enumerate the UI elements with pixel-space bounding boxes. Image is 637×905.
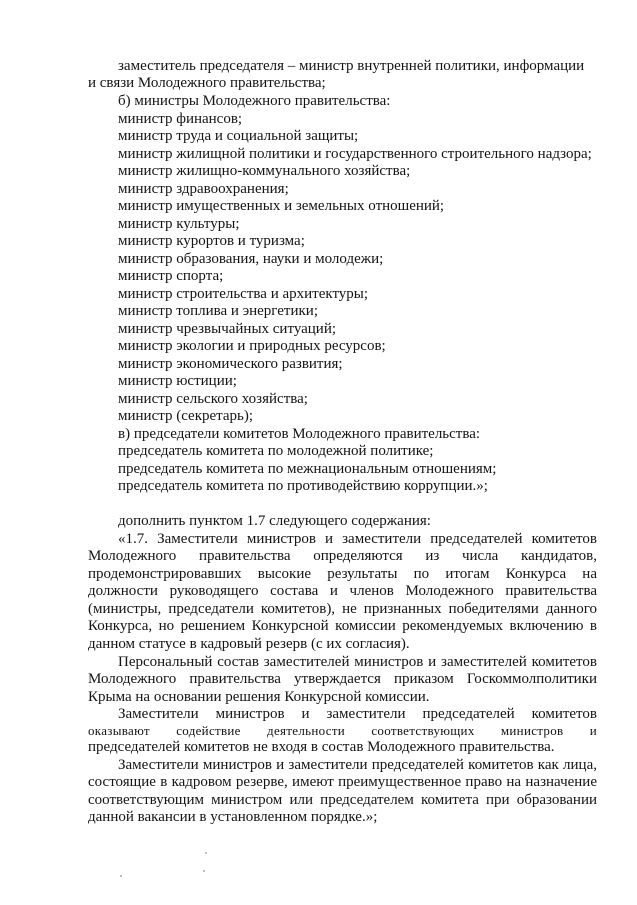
intro-line-1: заместитель председателя – министр внутренней политики, информации (118, 58, 585, 74)
minister-item: министр финансов; (118, 111, 243, 127)
paragraph-line: (министры, председатели комитетов), не признанных победителями данного (88, 601, 597, 617)
minister-item: министр юстиции; (118, 373, 237, 389)
minister-item: министр сельского хозяйства; (118, 391, 308, 407)
minister-item: министр (секретарь); (118, 408, 254, 424)
minister-item: министр строительства и архитектуры; (118, 286, 369, 302)
paragraph-line: состоящие в кадровом резерве, имеют преимущественное право на назначение (88, 774, 597, 790)
paragraph-line: данной вакансии в установленном порядке.»; (88, 809, 378, 825)
paragraph-line: продемонстрировавших высокие результаты по итогам Конкурса на (88, 566, 597, 582)
minister-item: министр жилищной политики и государственного строительного надзора; (118, 146, 592, 162)
minister-item: министр чрезвычайных ситуаций; (118, 321, 337, 337)
paragraph-line: оказывают содействие деятельности соответствующих министров и (88, 723, 597, 738)
minister-item: министр спорта; (118, 268, 224, 284)
minister-item: министр жилищно-коммунального хозяйства; (118, 163, 411, 179)
minister-item: министр экологии и природных ресурсов; (118, 338, 386, 354)
committee-item: председатель комитета по противодействию коррупции.»; (118, 478, 488, 494)
minister-item: министр экономического развития; (118, 356, 343, 372)
paragraph-line: Заместители министров и заместители председателей комитетов (118, 706, 597, 722)
minister-item: министр образования, науки и молодежи; (118, 251, 384, 267)
ministers-header: б) министры Молодежного правительства: (118, 93, 391, 109)
paragraph-line: Молодежного правительства определяются из числа кандидатов, (88, 548, 597, 564)
minister-item: министр курортов и туризма; (118, 233, 305, 249)
minister-item: министр имущественных и земельных отношений; (118, 198, 445, 214)
paragraph-line: председателей комитетов не входя в состав Молодежного правительства. (88, 739, 555, 755)
minister-item: министр топлива и энергетики; (118, 303, 318, 319)
minister-item: министр культуры; (118, 216, 240, 232)
paragraph-line: Молодежного правительства утверждается приказом Госкоммолполитики (88, 671, 597, 687)
committees-header: в) председатели комитетов Молодежного правительства: (118, 426, 481, 442)
paragraph-line: «1.7. Заместители министров и заместители председателей комитетов (118, 531, 597, 547)
scan-speck (203, 870, 205, 872)
paragraph-line: данном статусе в кадровый резерв (с их согласия). (88, 636, 410, 652)
paragraph-line: должности руководящего состава и членов Молодежного правительства (88, 583, 597, 599)
minister-item: министр труда и социальной защиты; (118, 128, 359, 144)
committee-item: председатель комитета по молодежной политике; (118, 443, 434, 459)
paragraph-line: Конкурса, но решением Конкурсной комиссии рекомендуемых включению в (88, 618, 597, 634)
paragraph-line: Персональный состав заместителей министров и заместителей комитетов (118, 654, 597, 670)
committee-item: председатель комитета по межнациональным отношениям; (118, 461, 497, 477)
paragraph-line: Заместители министров и заместители председателей комитетов как лица, (118, 757, 597, 773)
scan-speck (120, 875, 122, 877)
paragraph-line: Крыма на основании решения Конкурсной комиссии. (88, 689, 430, 705)
minister-item: министр здравоохранения; (118, 181, 289, 197)
supplement-intro: дополнить пунктом 1.7 следующего содержания: (118, 513, 431, 529)
intro-line-2: и связи Молодежного правительства; (88, 75, 326, 91)
scan-speck (205, 852, 207, 854)
paragraph-line: соответствующим министром или председателем комитета при образовании (88, 792, 597, 808)
